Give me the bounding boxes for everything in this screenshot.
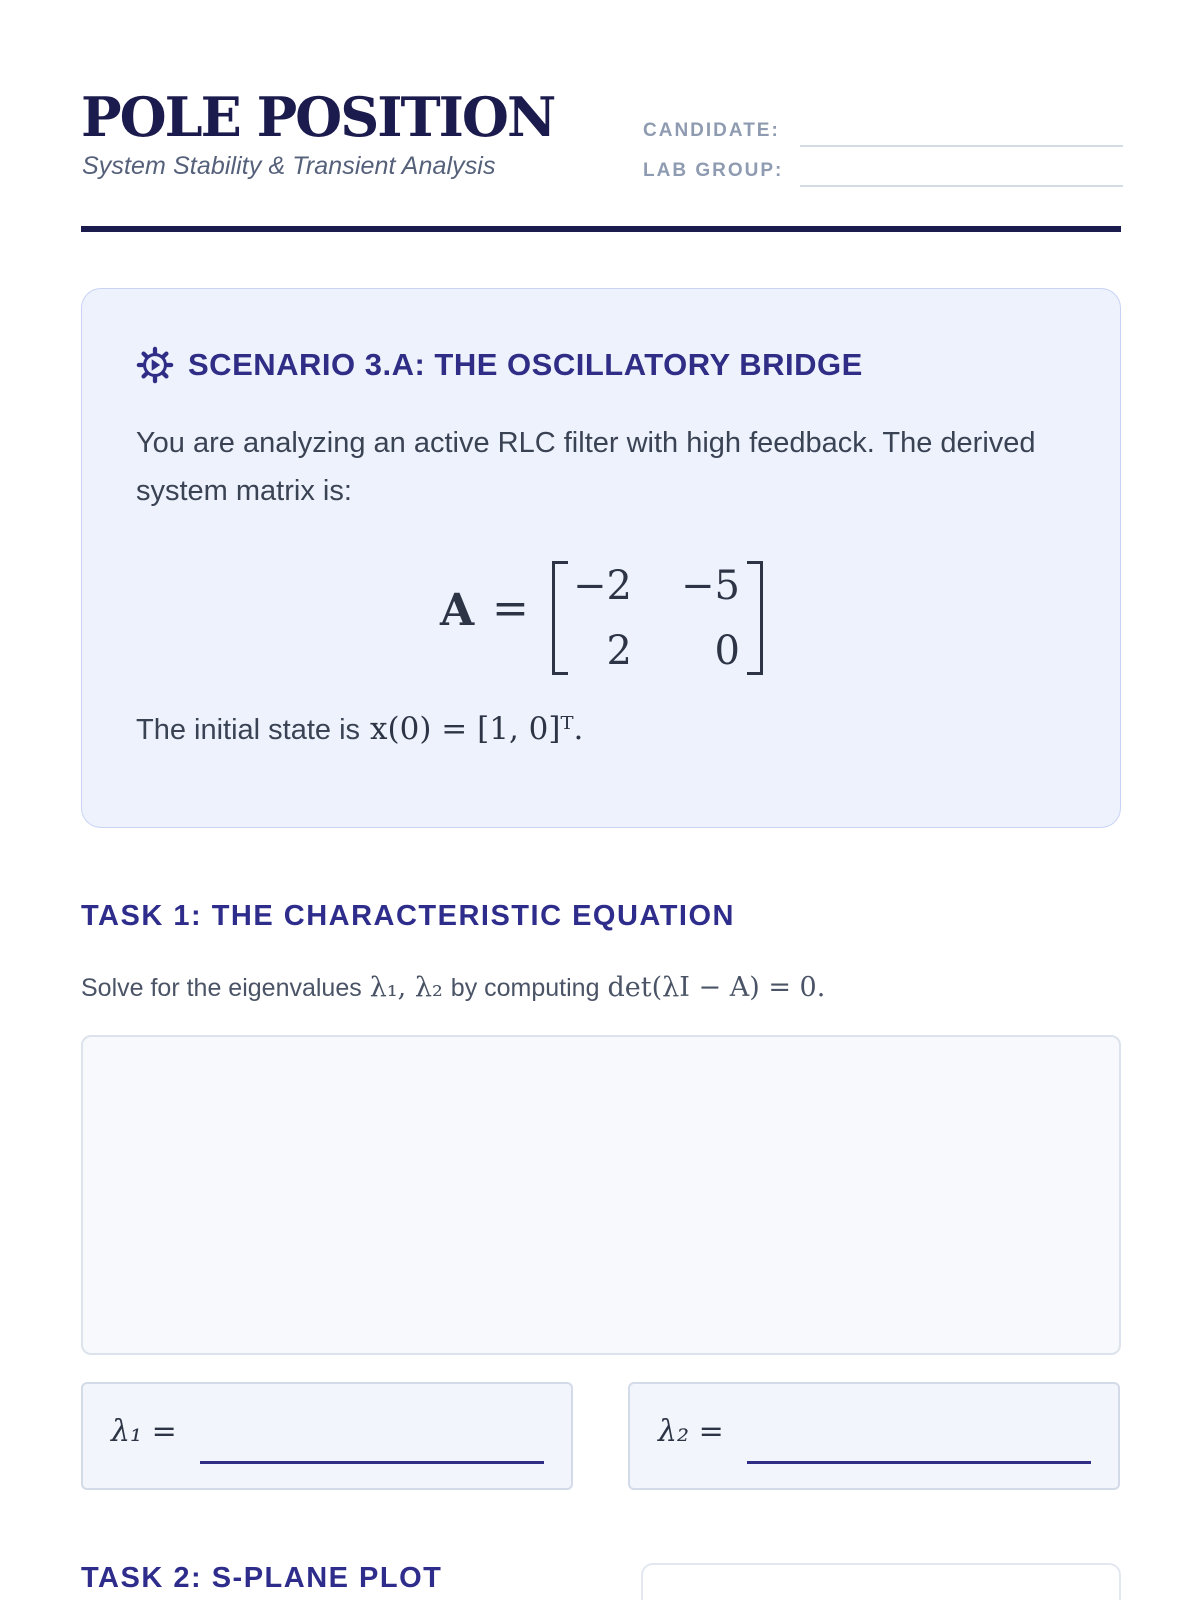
worksheet-title: POLE POSITION: [81, 85, 555, 149]
matrix-cell: 0: [714, 628, 740, 674]
initial-state-text: The initial state is: [136, 714, 361, 746]
characteristic-equation: det(λI − A) = 0.: [607, 972, 826, 1003]
task1-prompt: [81, 972, 833, 1003]
worksheet-subtitle: System Stability & Transient Analysis: [82, 152, 496, 180]
matrix-cell: −5: [681, 563, 740, 609]
s-plane-plot-card[interactable]: [641, 1563, 1121, 1600]
task2-title: TASK 2: S-PLANE PLOT: [81, 1562, 443, 1594]
scenario-description: You are analyzing an active RLC filter with high feedback. The derived system matrix is:: [136, 427, 1036, 507]
matrix-equals: =: [492, 583, 529, 634]
task1-title: TASK 1: THE CHARACTERISTIC EQUATION: [81, 900, 735, 932]
lambda1-input[interactable]: [200, 1461, 544, 1464]
gear-icon: [136, 346, 174, 384]
lab-group-field[interactable]: [643, 158, 1123, 188]
task1-prompt-prefix: Solve for the eigenvalues: [81, 974, 362, 1002]
eigenvalue-vars: λ₁, λ₂: [369, 972, 443, 1003]
matrix-cell: 2: [606, 628, 632, 674]
scenario-heading: [136, 345, 863, 385]
header-divider: [81, 226, 1121, 232]
candidate-field[interactable]: [643, 118, 1123, 148]
initial-state: [136, 711, 583, 747]
lambda2-answer-box: [628, 1382, 1120, 1490]
task1-prompt-middle: by computing: [450, 974, 600, 1002]
lambda1-answer-box: [81, 1382, 573, 1490]
worksheet-header: [81, 80, 1121, 235]
task1-work-area[interactable]: [81, 1035, 1121, 1355]
scenario-title: SCENARIO 3.A: THE OSCILLATORY BRIDGE: [188, 347, 863, 382]
candidate-label: CANDIDATE:: [643, 120, 780, 141]
matrix-right-bracket: [747, 561, 763, 675]
matrix-symbol: A: [440, 585, 475, 636]
initial-state-math: x(0) = [1, 0]ᵀ.: [370, 711, 584, 747]
lambda2-label: λ₂ =: [658, 1414, 724, 1449]
scenario-panel: [81, 288, 1121, 828]
lambda2-input[interactable]: [747, 1461, 1091, 1464]
lab-group-input-line[interactable]: [800, 185, 1123, 187]
lambda1-label: λ₁ =: [111, 1414, 177, 1449]
candidate-input-line[interactable]: [800, 145, 1123, 147]
matrix-cell: −2: [573, 563, 632, 609]
lab-group-label: LAB GROUP:: [643, 160, 784, 181]
